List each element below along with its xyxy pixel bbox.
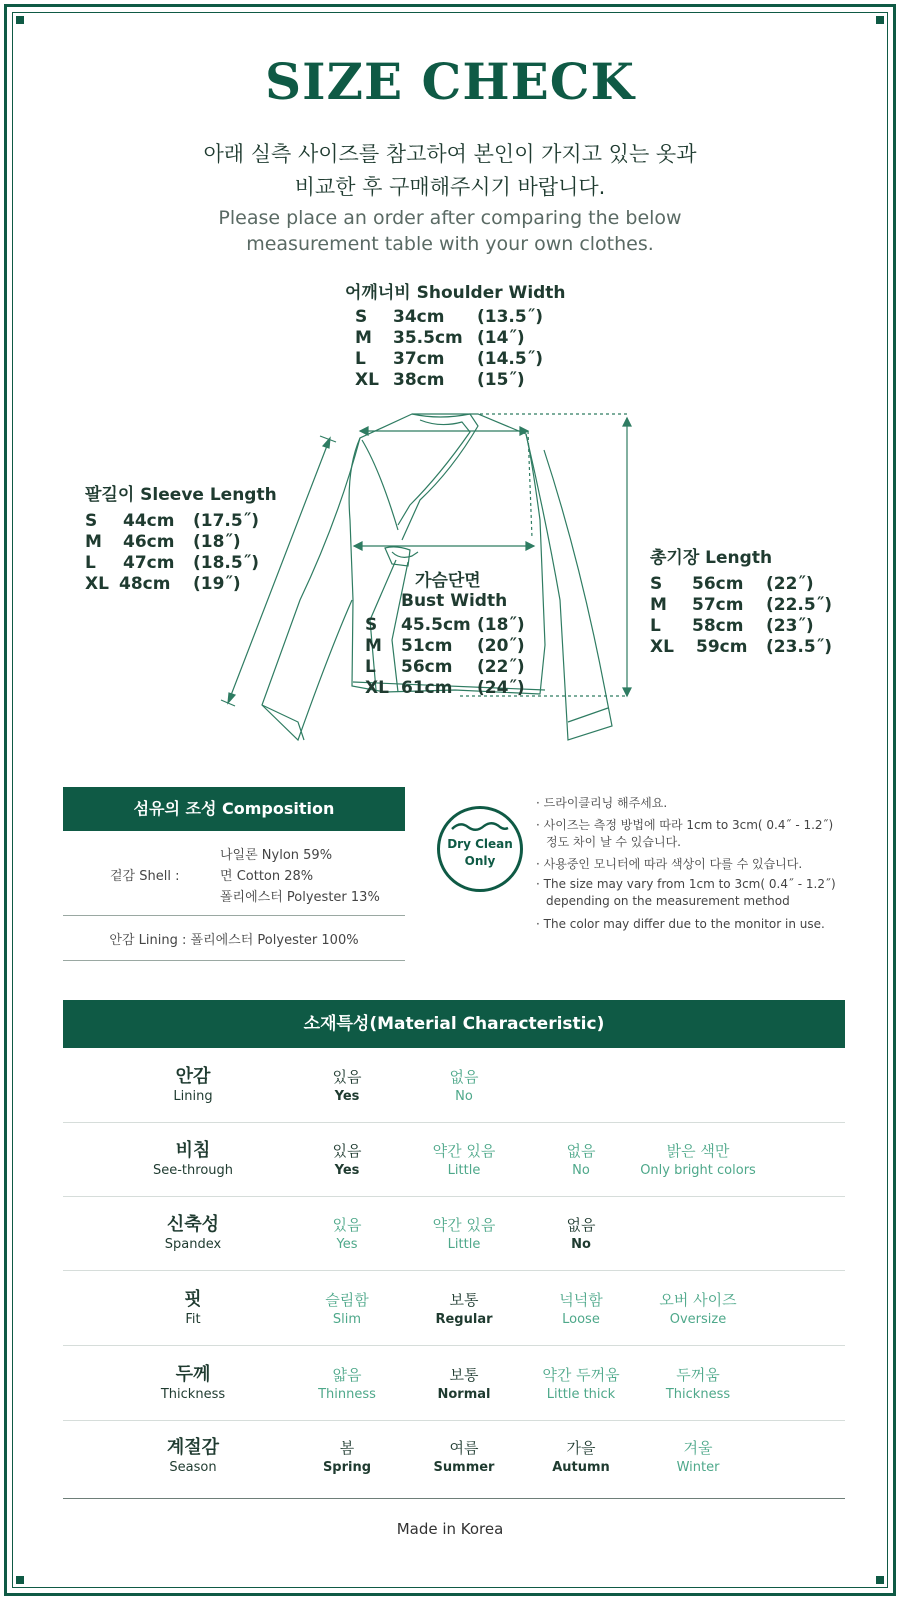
option-ko: 없음 [566, 1142, 596, 1160]
option-en: Loose [562, 1312, 600, 1327]
option-ko: 없음 [566, 1216, 596, 1234]
size-row [355, 328, 555, 349]
care-note: · The color may differ due to the monitor in use. [536, 917, 825, 931]
size-label: XL [355, 370, 379, 390]
option-en: Regular [435, 1312, 493, 1327]
cm-value: 56cm [692, 574, 744, 594]
cm-value: 61cm [401, 678, 453, 698]
option-ko: 겨울 [683, 1439, 713, 1457]
size-row [85, 553, 265, 574]
material-option [511, 1214, 651, 1254]
size-label: XL [365, 678, 389, 698]
total-length-block [650, 543, 830, 658]
sleeve-length-title: 팔길이 Sleeve Length [85, 485, 277, 505]
inch-value: (18˝) [193, 532, 241, 552]
label-ko: 두께 [175, 1364, 211, 1385]
intro-en-line1: Please place an order after comparing the below [218, 207, 682, 229]
label-en: Thickness [160, 1387, 226, 1402]
label-ko: 신축성 [166, 1214, 220, 1235]
size-row [365, 657, 535, 678]
option-ko: 약간 있음 [432, 1142, 496, 1160]
option-en: Autumn [552, 1460, 610, 1475]
inch-value: (18.5˝) [193, 553, 259, 573]
label-en: Season [169, 1460, 217, 1475]
size-row [85, 532, 265, 553]
inch-value: (17.5˝) [193, 511, 259, 531]
option-ko: 넉넉함 [559, 1291, 603, 1309]
inch-value: (19˝) [193, 574, 241, 594]
size-row [650, 616, 830, 637]
label-en: See-through [152, 1163, 234, 1178]
material-row-label [123, 1214, 263, 1254]
option-en: Little [447, 1163, 481, 1178]
option-ko: 약간 있음 [432, 1216, 496, 1234]
option-ko: 오버 사이즈 [659, 1291, 737, 1309]
divider [63, 1498, 845, 1499]
size-row [355, 349, 555, 370]
cm-value: 38cm [393, 370, 445, 390]
size-label: L [650, 616, 661, 636]
dry-clean-only-text: Only [464, 854, 496, 868]
label-en: Spandex [164, 1237, 222, 1252]
shell-item: 폴리에스터 Polyester 13% [220, 890, 380, 905]
row-divider [63, 1196, 845, 1197]
inch-value: (24˝) [477, 678, 525, 698]
inch-value: (14˝) [477, 328, 525, 348]
option-en: Yes [334, 1163, 360, 1178]
size-label: XL [650, 637, 674, 657]
shoulder-width-block [345, 278, 566, 391]
option-ko: 있음 [332, 1216, 362, 1234]
shell-item: 나일론 Nylon 59% [220, 848, 333, 863]
divider [63, 915, 405, 916]
size-label: XL [85, 574, 109, 594]
size-label: L [355, 349, 366, 369]
size-label: M [650, 595, 667, 615]
intro-ko-line1: 아래 실측 사이즈를 참고하여 본인이 가지고 있는 옷과 [203, 142, 697, 166]
size-label: S [85, 511, 98, 531]
cm-value: 59cm [696, 637, 748, 657]
size-row [365, 636, 535, 657]
option-en: Only bright colors [640, 1163, 756, 1178]
bust-width-title-en: Bust Width [401, 591, 508, 611]
option-ko: 보통 [449, 1291, 479, 1309]
option-en: Summer [433, 1460, 495, 1475]
bust-width-title-ko: 가슴단면 [415, 571, 481, 591]
material-option [628, 1364, 768, 1404]
size-label: M [355, 328, 372, 348]
material-header: 소재특성(Material Characteristic) [63, 1000, 845, 1048]
option-en: No [571, 1237, 591, 1252]
dry-clean-wave-icon [450, 819, 510, 833]
label-ko: 비침 [175, 1140, 211, 1161]
option-ko: 슬림함 [325, 1291, 369, 1309]
size-row [365, 678, 535, 699]
care-note: · The size may vary from 1cm to 3cm( 0.4˝ - 1.2˝) [536, 877, 836, 891]
option-en: Thickness [665, 1387, 731, 1402]
cm-value: 57cm [692, 595, 744, 615]
inch-value: (22˝) [766, 574, 814, 594]
option-en: No [572, 1163, 590, 1178]
option-ko: 밝은 색만 [666, 1142, 730, 1160]
inch-value: (22.5˝) [766, 595, 832, 615]
shoulder-width-title: 어깨너비 Shoulder Width [345, 283, 566, 303]
inch-value: (13.5˝) [477, 307, 543, 327]
cm-value: 56cm [401, 657, 453, 677]
cm-value: 46cm [123, 532, 175, 552]
option-en: Spring [322, 1460, 372, 1475]
lining-composition: 안감 Lining : 폴리에스터 Polyester 100% [109, 933, 359, 948]
option-ko: 가을 [566, 1439, 596, 1457]
option-en: Thinness [318, 1387, 376, 1402]
care-note: depending on the measurement method [546, 894, 790, 908]
dry-clean-badge [437, 806, 523, 892]
option-en: Little thick [546, 1387, 616, 1402]
cm-value: 58cm [692, 616, 744, 636]
shell-label: 겉감 Shell : [110, 869, 180, 884]
page-title: SIZE CHECK [265, 52, 635, 111]
inch-value: (14.5˝) [477, 349, 543, 369]
composition-header: 섬유의 조성 Composition [63, 787, 405, 831]
cm-value: 45.5cm [401, 615, 471, 635]
material-option [628, 1289, 768, 1329]
size-row [650, 574, 830, 595]
shell-item: 면 Cotton 28% [220, 869, 314, 884]
label-en: Fit [185, 1312, 201, 1327]
total-length-title: 총기장 Length [650, 548, 773, 568]
size-label: M [365, 636, 382, 656]
made-in: Made in Korea [396, 1520, 504, 1538]
option-en: Winter [676, 1460, 720, 1475]
size-label: S [355, 307, 368, 327]
inch-value: (23˝) [766, 616, 814, 636]
label-ko: 안감 [175, 1066, 211, 1087]
inch-value: (23.5˝) [766, 637, 832, 657]
material-row-label [123, 1140, 263, 1180]
material-row-label [123, 1364, 263, 1404]
option-en: Yes [334, 1089, 360, 1104]
cm-value: 47cm [123, 553, 175, 573]
option-en: Little [447, 1237, 481, 1252]
divider [63, 960, 405, 961]
inch-value: (22˝) [477, 657, 525, 677]
size-label: M [85, 532, 102, 552]
size-row [355, 370, 555, 391]
size-label: L [365, 657, 376, 677]
material-row-label [123, 1289, 263, 1329]
care-note: 정도 차이 날 수 있습니다. [546, 835, 681, 849]
corner-ornament [16, 1576, 24, 1584]
size-label: L [85, 553, 96, 573]
cm-value: 51cm [401, 636, 453, 656]
material-row-label [123, 1437, 263, 1477]
material-option [394, 1066, 534, 1106]
corner-ornament [876, 1576, 884, 1584]
option-ko: 약간 두꺼움 [542, 1366, 620, 1384]
size-row [365, 615, 535, 636]
option-ko: 여름 [449, 1439, 479, 1457]
cm-value: 37cm [393, 349, 445, 369]
row-divider [63, 1345, 845, 1346]
option-en: Oversize [669, 1312, 727, 1327]
material-option [628, 1437, 768, 1477]
option-ko: 있음 [332, 1068, 362, 1086]
option-en: Yes [336, 1237, 358, 1252]
label-ko: 핏 [184, 1289, 202, 1310]
option-ko: 두꺼움 [676, 1366, 720, 1384]
cm-value: 44cm [123, 511, 175, 531]
inch-value: (15˝) [477, 370, 525, 390]
dry-clean-text: Dry Clean [447, 837, 513, 851]
row-divider [63, 1122, 845, 1123]
size-row [650, 595, 830, 616]
size-label: S [365, 615, 378, 635]
sleeve-length-block [85, 480, 277, 595]
cm-value: 34cm [393, 307, 445, 327]
intro-en-line2: measurement table with your own clothes. [246, 233, 654, 255]
material-option [628, 1140, 768, 1180]
material-row-label [123, 1066, 263, 1106]
row-divider [63, 1420, 845, 1421]
size-row [650, 637, 830, 658]
label-en: Lining [173, 1089, 213, 1104]
option-ko: 봄 [339, 1439, 355, 1457]
option-en: Slim [332, 1312, 362, 1327]
intro-ko-line2: 비교한 후 구매해주시기 바랍니다. [294, 175, 606, 199]
size-row [355, 307, 555, 328]
cm-value: 35.5cm [393, 328, 463, 348]
row-divider [63, 1270, 845, 1271]
inch-value: (18˝) [477, 615, 525, 635]
care-note: · 사이즈는 측정 방법에 따라 1cm to 3cm( 0.4˝ - 1.2˝) [536, 818, 834, 832]
cm-value: 48cm [119, 574, 171, 594]
option-en: Normal [437, 1387, 491, 1402]
option-en: No [455, 1089, 473, 1104]
bust-width-block [365, 566, 535, 699]
size-label: S [650, 574, 663, 594]
label-ko: 계절감 [166, 1437, 220, 1458]
size-row [85, 574, 265, 595]
option-ko: 없음 [449, 1068, 479, 1086]
inch-value: (20˝) [477, 636, 525, 656]
care-note: · 사용중인 모니터에 따라 색상이 다를 수 있습니다. [536, 857, 803, 871]
option-ko: 있음 [332, 1142, 362, 1160]
option-ko: 보통 [449, 1366, 479, 1384]
care-note: · 드라이클리닝 해주세요. [536, 796, 668, 810]
option-ko: 얇음 [332, 1366, 362, 1384]
size-row [85, 511, 265, 532]
